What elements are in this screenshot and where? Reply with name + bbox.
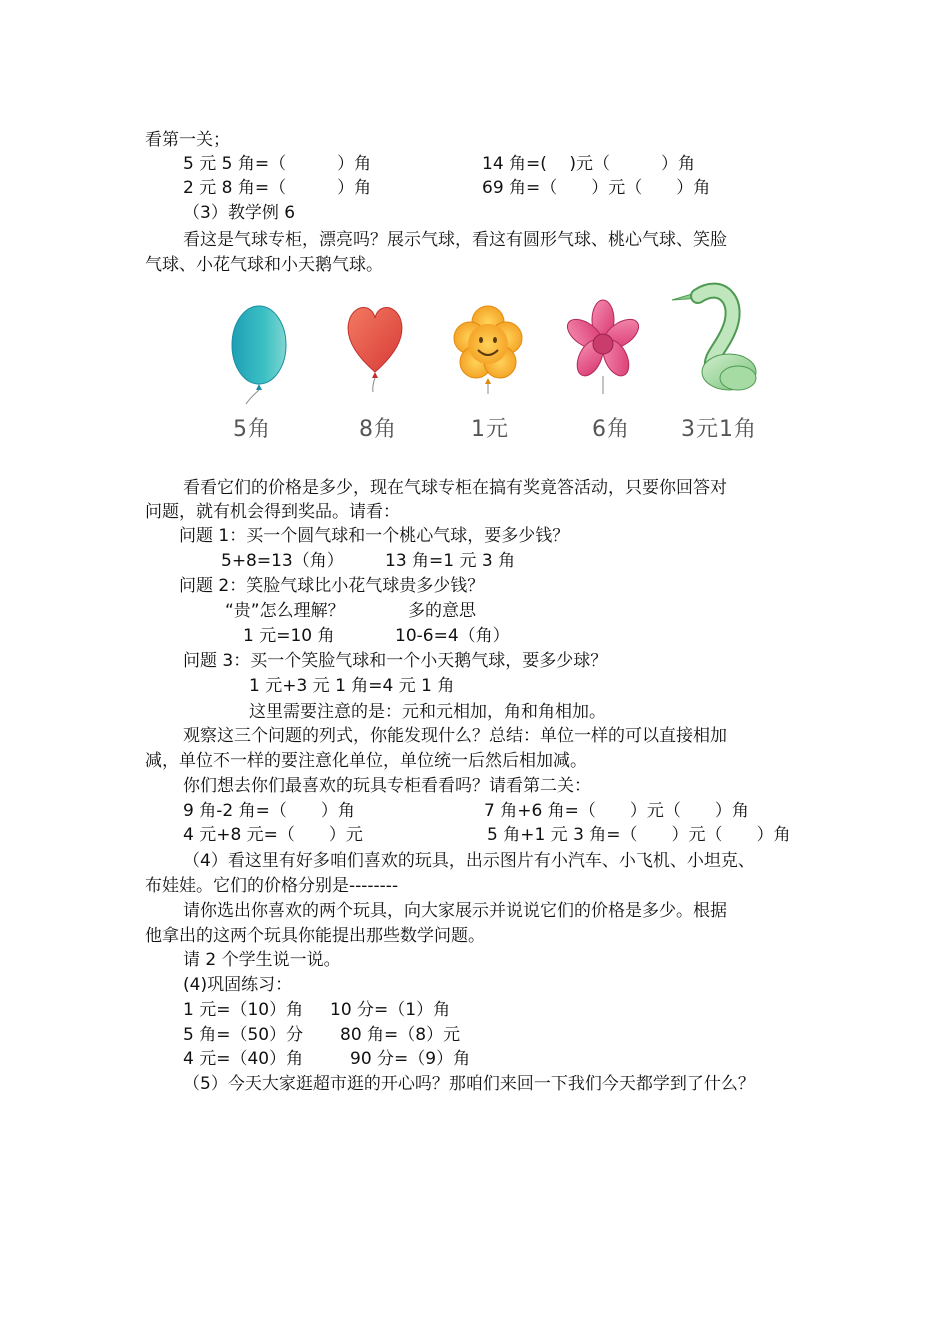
balloon-price-flower: 6角 [592,417,630,442]
round-balloon [232,306,286,404]
balloon-price-round: 5角 [233,417,271,442]
section1-title: 看第一关； [145,130,230,150]
practice-answer-6: 90 分=（9）角 [350,1049,471,1069]
section2-question-2: 7 角+6 角=（ ）元（ ）角 [484,801,749,821]
questions-para-line2: 问题，就有机会得到奖品。请看： [145,502,400,522]
example6-intro-line2: 气球、小花气球和小天鹅气球。 [145,255,383,275]
section2-question-1: 9 角-2 角=（ ）角 [183,801,355,821]
balloon-price-swan: 3元1角 [681,417,757,442]
practice-answer-5: 4 元=（40）角 [183,1049,304,1069]
toys-line3: 请你选出你喜欢的两个玩具，向大家展示并说说它们的价格是多少。根据 [183,901,727,921]
example6-intro-line1: 看这是气球专柜，漂亮吗？展示气球，看这有圆形气球、桃心气球、笑脸 [183,230,727,250]
section1-question-3: 2 元 8 角=（ ）角 [183,178,372,198]
practice-answer-4: 80 角=（8）元 [340,1025,461,1045]
question-3: 问题 3：买一个笑脸气球和一个小天鹅气球，要多少球？ [183,651,608,671]
section1-question-4: 69 角=（ ）元（ ）角 [482,178,711,198]
question-2: 问题 2：笑脸气球比小花气球贵多少钱？ [179,576,485,596]
section2-question-4: 5 角+1 元 3 角=（ ）元（ ）角 [487,825,791,845]
question-2-answer-d: 10-6=4（角） [395,626,510,646]
balloon-price-heart: 8角 [359,417,397,442]
practice-answer-1: 1 元=（10）角 [183,1000,304,1020]
question-2-answer-a: “贵”怎么理解？ [225,601,345,621]
summary-line3: 你们想去你们最喜欢的玩具专柜看看吗？请看第二关： [183,776,591,796]
heart-balloon [348,308,402,393]
section1-question-1: 5 元 5 角=（ ）角 [183,154,372,174]
practice-heading: (4)巩固练习： [183,975,293,995]
section1-question-2: 14 角=( )元（ ）角 [482,154,695,174]
questions-para-line1: 看看它们的价格是多少，现在气球专柜在搞有奖竟答活动，只要你回答对 [183,478,727,498]
toys-line4: 他拿出的这两个玩具你能提出那些数学问题。 [145,926,485,946]
balloon-price-smiley: 1元 [471,417,509,442]
question-1: 问题 1：买一个圆气球和一个桃心气球，要多少钱？ [179,526,570,546]
question-3-answer-a: 1 元+3 元 1 角=4 元 1 角 [249,676,455,696]
question-3-answer-b: 这里需要注意的是：元和元相加，角和角相加。 [249,702,606,722]
section2-question-3: 4 元+8 元=（ ）元 [183,825,363,845]
practice-answer-3: 5 角=（50）分 [183,1025,304,1045]
question-1-answer-a: 5+8=13（角） [221,551,344,571]
smiley-balloon [454,306,522,394]
question-1-answer-b: 13 角=1 元 3 角 [385,551,516,571]
swan-balloon [672,291,756,390]
toys-line2: 布娃娃。它们的价格分别是-------- [145,876,399,896]
toys-line5: 请 2 个学生说一说。 [183,950,341,970]
summary-line2: 减，单位不一样的要注意化单位，单位统一后然后相加减。 [145,751,587,771]
balloon-illustration [0,272,950,452]
toys-line1: （4）看这里有好多咱们喜欢的玩具，出示图片有小汽车、小飞机、小坦克、 [183,851,755,871]
practice-answer-2: 10 分=（1）角 [330,1000,451,1020]
example6-heading: （3）教学例 6 [183,203,296,223]
flower-balloon [562,300,643,394]
summary-line1: 观察这三个问题的列式，你能发现什么？总结：单位一样的可以直接相加 [183,726,727,746]
question-2-answer-c: 1 元=10 角 [243,626,335,646]
question-2-answer-b: 多的意思 [408,601,476,621]
balloon-drawings [0,272,950,412]
closing-line: （5）今天大家逛超市逛的开心吗？那咱们来回一下我们今天都学到了什么？ [183,1074,755,1094]
